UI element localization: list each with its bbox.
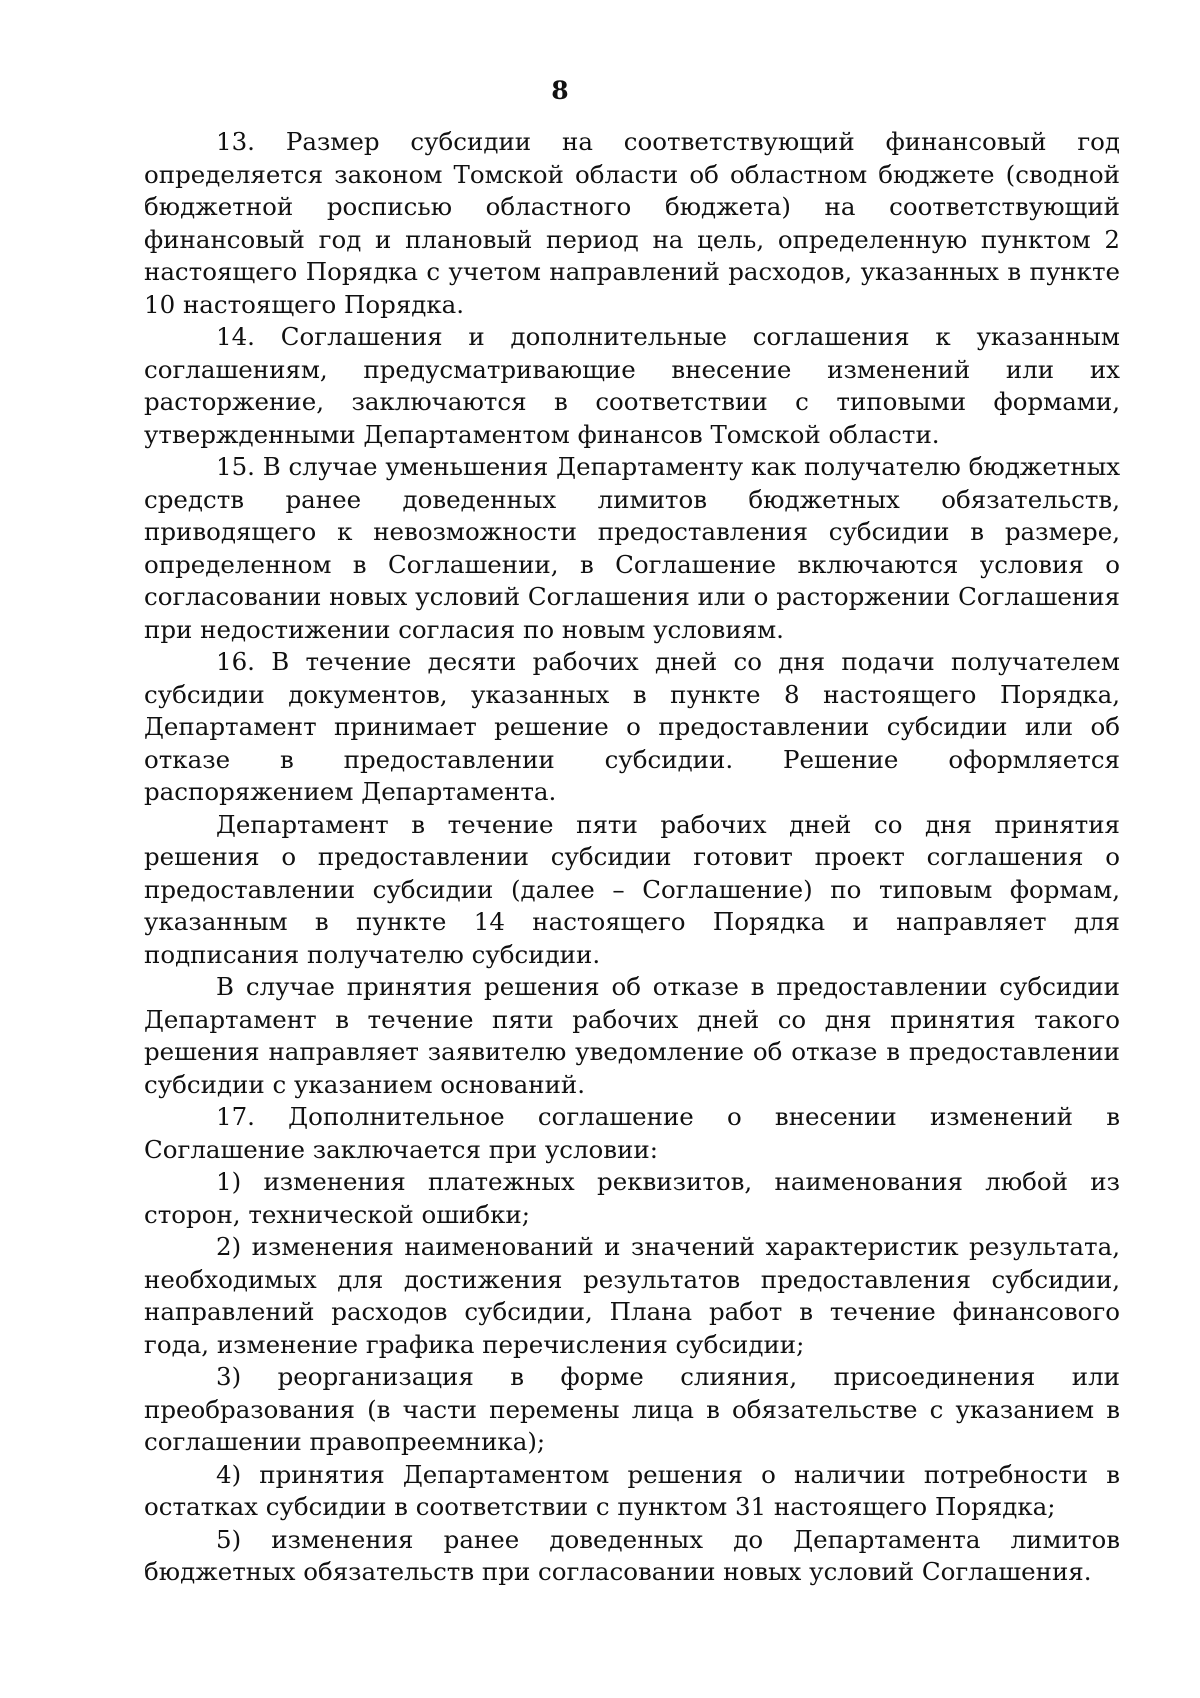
list-item-5: 5) изменения ранее доведенных до Департамента лимитов бюджетных обязательств при согласовании новых условий Соглашения. xyxy=(144,1524,1120,1586)
paragraph-13: 13. Размер субсидии на соответствующий финансовый год определяется законом Томской области об областном бюджете (сводной бюджетной росписью областного бюджета) на соответствующий финансовый год и плановый период на цель, определенную пунктом 2 настоящего Порядка с учетом направлений расходов, указанных в пункте 10 настоящего Порядка. xyxy=(144,127,1120,319)
paragraph-16: 16. В течение десяти рабочих дней со дня подачи получателем субсидии документов, указанных в пункте 8 настоящего Порядка, Департамент принимает решение о предоставлении субсидии или об отказе в предоставлении субсидии. Решение оформляется распоряжением Департамента. xyxy=(144,647,1120,806)
paragraph-14: 14. Соглашения и дополнительные соглашения к указанным соглашениям, предусматривающие внесение изменений или их расторжение, заключаются в соответствии с типовыми формами, утвержденными Департаментом финансов Томской области. xyxy=(144,322,1120,449)
list-item-3: 3) реорганизация в форме слияния, присоединения или преобразования (в части перемены лица в обязательстве с указанием в соглашении правопреемника); xyxy=(144,1362,1120,1456)
paragraph-16-refusal-notice: В случае принятия решения об отказе в предоставлении субсидии Департамент в течение пяти рабочих дней со дня принятия такого решения направляет заявителю уведомление об отказе в предоставлении субсидии с указанием оснований. xyxy=(144,972,1120,1099)
list-item-2: 2) изменения наименований и значений характеристик результата, необходимых для достижения результатов предоставления субсидии, направлений расходов субсидии, Плана работ в течение финансового года, изменение графика перечисления субсидии; xyxy=(144,1232,1120,1359)
paragraph-17: 17. Дополнительное соглашение о внесении изменений в Соглашение заключается при условии: xyxy=(144,1102,1120,1164)
page-number: 8 xyxy=(551,76,569,105)
list-item-4: 4) принятия Департаментом решения о наличии потребности в остатках субсидии в соответствии с пунктом 31 настоящего Порядка; xyxy=(144,1459,1120,1521)
paragraph-16-agreement-preparation: Департамент в течение пяти рабочих дней со дня принятия решения о предоставлении субсидии готовит проект соглашения о предоставлении субсидии (далее – Соглашение) по типовым формам, указанным в пункте 14 настоящего Порядка и направляет для подписания получателю субсидии. xyxy=(144,809,1120,969)
document-body xyxy=(144,126,1120,1589)
list-item-1: 1) изменения платежных реквизитов, наименования любой из сторон, технической ошибки; xyxy=(144,1167,1120,1229)
paragraph-15: 15. В случае уменьшения Департаменту как получателю бюджетных средств ранее доведенных лимитов бюджетных обязательств, приводящего к невозможности предоставления субсидии в размере, определенном в Соглашении, в Соглашение включаются условия о согласовании новых условий Соглашения или о расторжении Соглашения при недостижении согласия по новым условиям. xyxy=(144,452,1121,644)
